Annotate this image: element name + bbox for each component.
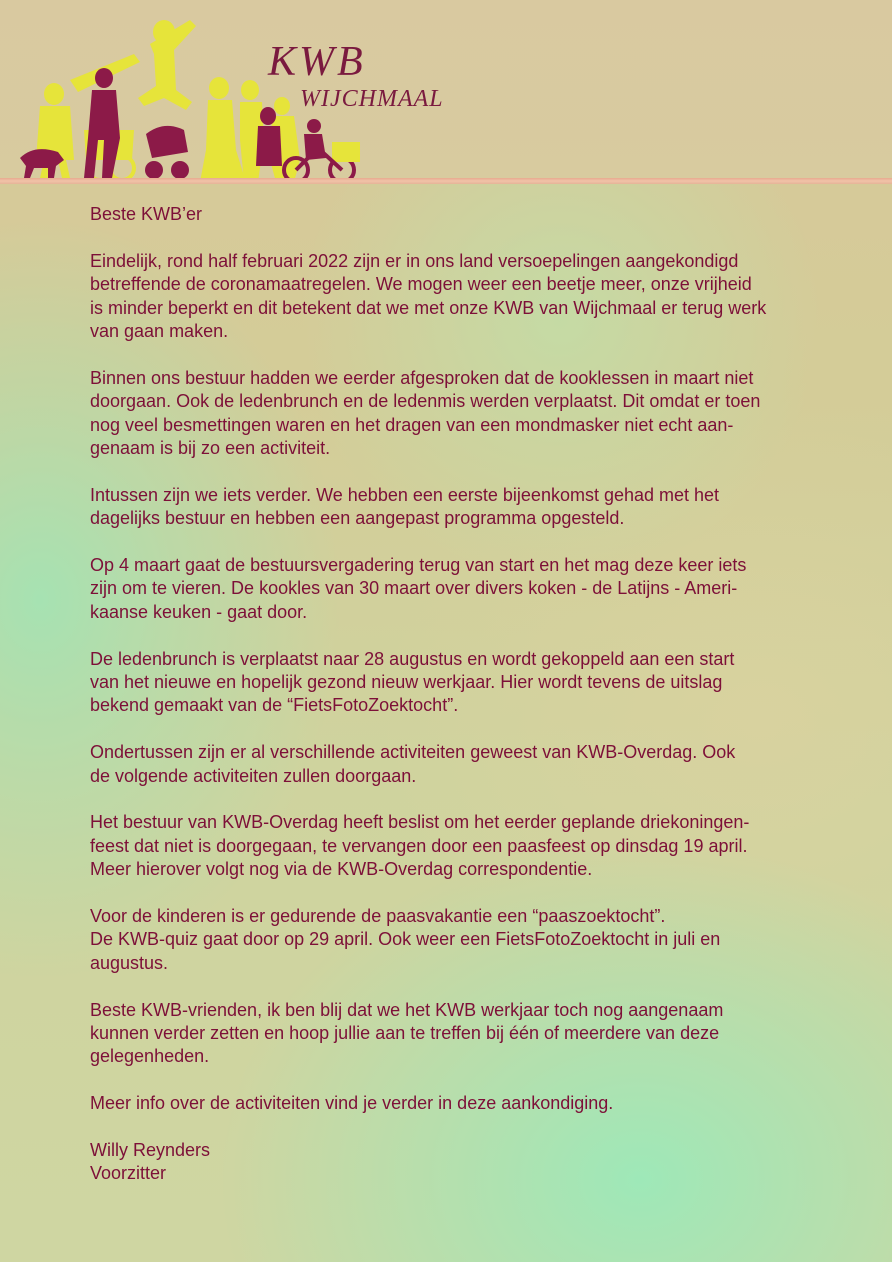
- letter-paragraph: Ondertussen zijn er al verschillende activiteiten geweest van KWB-Overdag. Ook de volgende activiteiten zullen doorgaan.: [90, 742, 736, 786]
- letter-paragraph: Beste KWB-vrienden, ik ben blij dat we het KWB werkjaar toch nog aangenaam kunnen verder zetten en hoop jullie aan te treffen bij één of meerdere van deze gelegenheden.: [90, 999, 724, 1067]
- header-divider: [0, 178, 892, 184]
- letter-paragraph: Op 4 maart gaat de bestuursvergadering terug van start en het mag deze keer iets zijn om te vieren. De kookles van 30 maart over divers koken - de Latijns - Ameri- kaanse keuken - gaat door.: [90, 555, 747, 622]
- letter-greeting: Beste KWB’er: [90, 204, 203, 224]
- letter-paragraph: Voor de kinderen is er gedurende de paasvakantie een “paaszoektocht”. De KWB-quiz gaat door op 29 april. Ook weer een FietsFotoZoektocht in juli en augustus.: [90, 906, 721, 973]
- letter-paragraph: Eindelijk, rond half februari 2022 zijn er in ons land versoepelingen aangekondigd betreffende de coronamaatregelen. We mogen weer een beetje meer, onze vrijheid is minder beperkt en dit betekent dat we met onze KWB van Wijchmaal er terug werk van gaan maken.: [90, 250, 767, 342]
- letter-paragraph: Binnen ons bestuur hadden we eerder afgesproken dat de kooklessen in maart niet doorgaan. Ook de ledenbrunch en de ledenmis werden verplaatst. Dit omdat er toen nog veel besmettingen waren en het dragen van een mondmasker niet echt aan- genaam is bij zo een activiteit.: [90, 367, 761, 459]
- letter-paragraph: Meer info over de activiteiten vind je verder in deze aankondiging.: [90, 1093, 614, 1114]
- signature-name: Willy Reynders: [90, 1140, 211, 1161]
- letter-paragraph: De ledenbrunch is verplaatst naar 28 augustus en wordt gekoppeld aan een start van het nieuwe en hopelijk gezond nieuw werkjaar. Hier wordt tevens de uitslag bekend gemaakt van de “FietsFotoZoektocht”.: [90, 648, 735, 716]
- signature-block: [90, 1139, 850, 1186]
- letter-paragraph: Intussen zijn we iets verder. We hebben een eerste bijeenkomst gehad met het dagelijks bestuur en hebben een aangepast programma opgesteld.: [90, 484, 720, 529]
- letter-body: [90, 203, 850, 1186]
- logo-subtitle: WIJCHMAAL: [300, 86, 444, 112]
- logo-title: KWB: [268, 39, 366, 85]
- letterhead: [0, 0, 892, 192]
- letter-paragraph: Het bestuur van KWB-Overdag heeft beslist om het eerder geplande driekoningen- feest dat niet is doorgegaan, te vervangen door een paasfeest op dinsdag 19 april. Meer hierover volgt nog via de KWB-Overdag correspondentie.: [90, 812, 750, 880]
- signature-role: Voorzitter: [90, 1163, 167, 1184]
